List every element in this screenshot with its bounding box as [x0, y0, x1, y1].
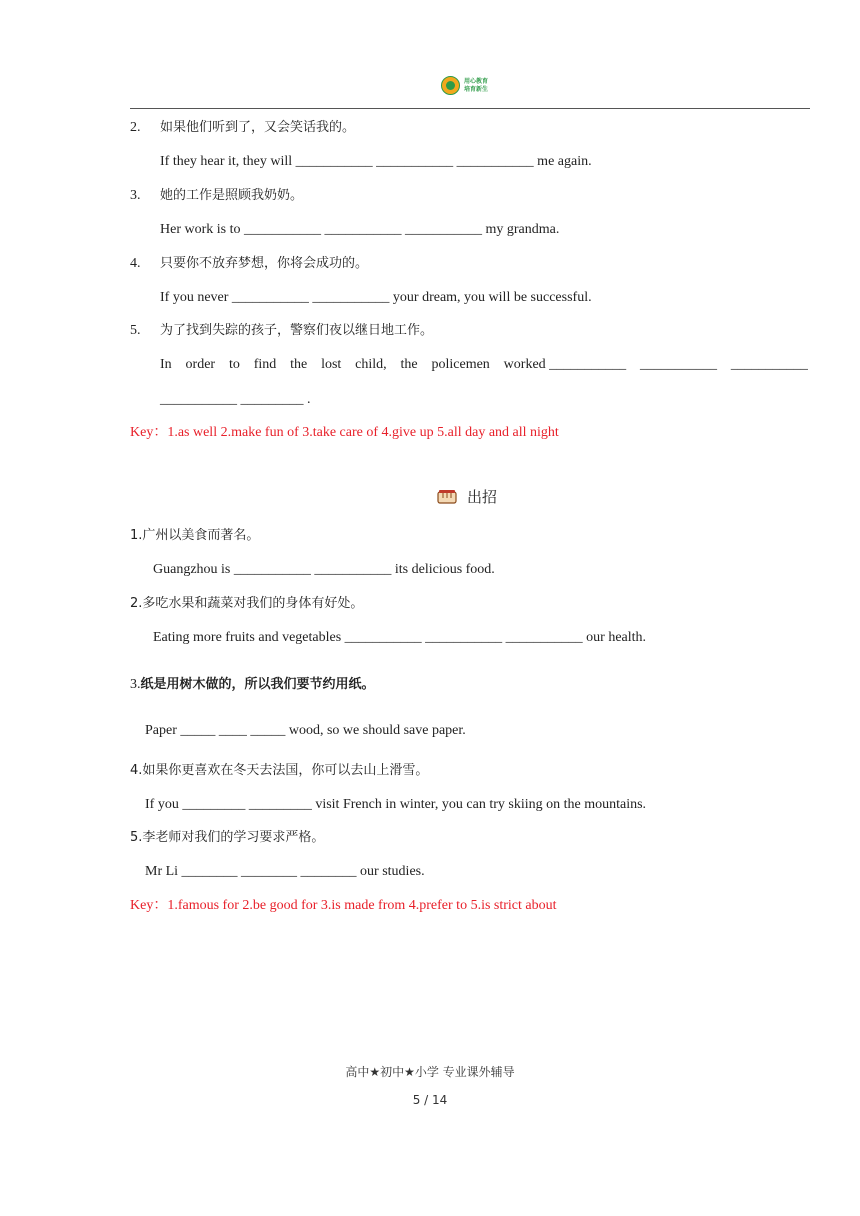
exercise-4-zh: 4.如果你更喜欢在冬天去法国，你可以去山上滑雪。	[130, 763, 429, 778]
question-4-en: If you never ___________ ___________ your dream, you will be successful.	[160, 290, 592, 305]
exercise-2-zh: 2.多吃水果和蔬菜对我们的身体有好处。	[130, 596, 364, 611]
header-logo	[441, 76, 488, 95]
fist-icon	[437, 489, 457, 505]
question-5-en-line2: ___________ _________ .	[160, 392, 311, 407]
exercise-1-zh: 1.广州以美食而著名。	[130, 528, 260, 543]
question-5-zh: 5. 为了找到失踪的孩子，警察们夜以继日地工作。	[130, 323, 434, 338]
exercise-5-en: Mr Li ________ ________ ________ our studies.	[145, 864, 425, 879]
question-3-zh: 3. 她的工作是照顾我奶奶。	[130, 188, 304, 203]
page-number: 5 / 14	[412, 1093, 448, 1107]
exercise-2-en: Eating more fruits and vegetables ___________ ___________ ___________ our health.	[153, 630, 647, 645]
exercise-4-en: If you _________ _________ visit French in winter, you can try skiing on the mountains.	[145, 797, 647, 812]
answer-key-1: Key：1.as well 2.make fun of 3.take care of 4.give up 5.all day and all night	[130, 425, 559, 440]
question-5-en: In order to find the lost child, the policemen worked ___________ ___________ ___________	[160, 357, 808, 372]
answer-key-2: Key：1.famous for 2.be good for 3.is made from 4.prefer to 5.is strict about	[130, 898, 557, 913]
exercise-3-zh: 3.纸是用树木做的，所以我们要节约用纸。	[130, 677, 375, 692]
exercise-5-zh: 5.李老师对我们的学习要求严格。	[130, 830, 325, 845]
exercise-3-en: Paper _____ ____ _____ wood, so we should save paper.	[145, 723, 466, 738]
question-3-en: Her work is to ___________ ___________ ___________ my grandma.	[160, 222, 560, 237]
logo-text: 用心教育 培育新生	[464, 77, 489, 93]
question-2-en: If they hear it, they will ___________ ___________ ___________ me again.	[160, 154, 592, 169]
question-4-zh: 4. 只要你不放弃梦想，你将会成功的。	[130, 256, 369, 271]
exercise-1-en: Guangzhou is ___________ ___________ its delicious food.	[153, 562, 495, 577]
header-divider	[130, 108, 810, 109]
footer-slogan: 高中★初中★小学 专业课外辅导	[345, 1065, 515, 1079]
logo-icon	[441, 76, 460, 95]
question-2-zh: 2. 如果他们听到了，又会笑话我的。	[130, 120, 356, 135]
section-title: 出招	[437, 486, 497, 507]
